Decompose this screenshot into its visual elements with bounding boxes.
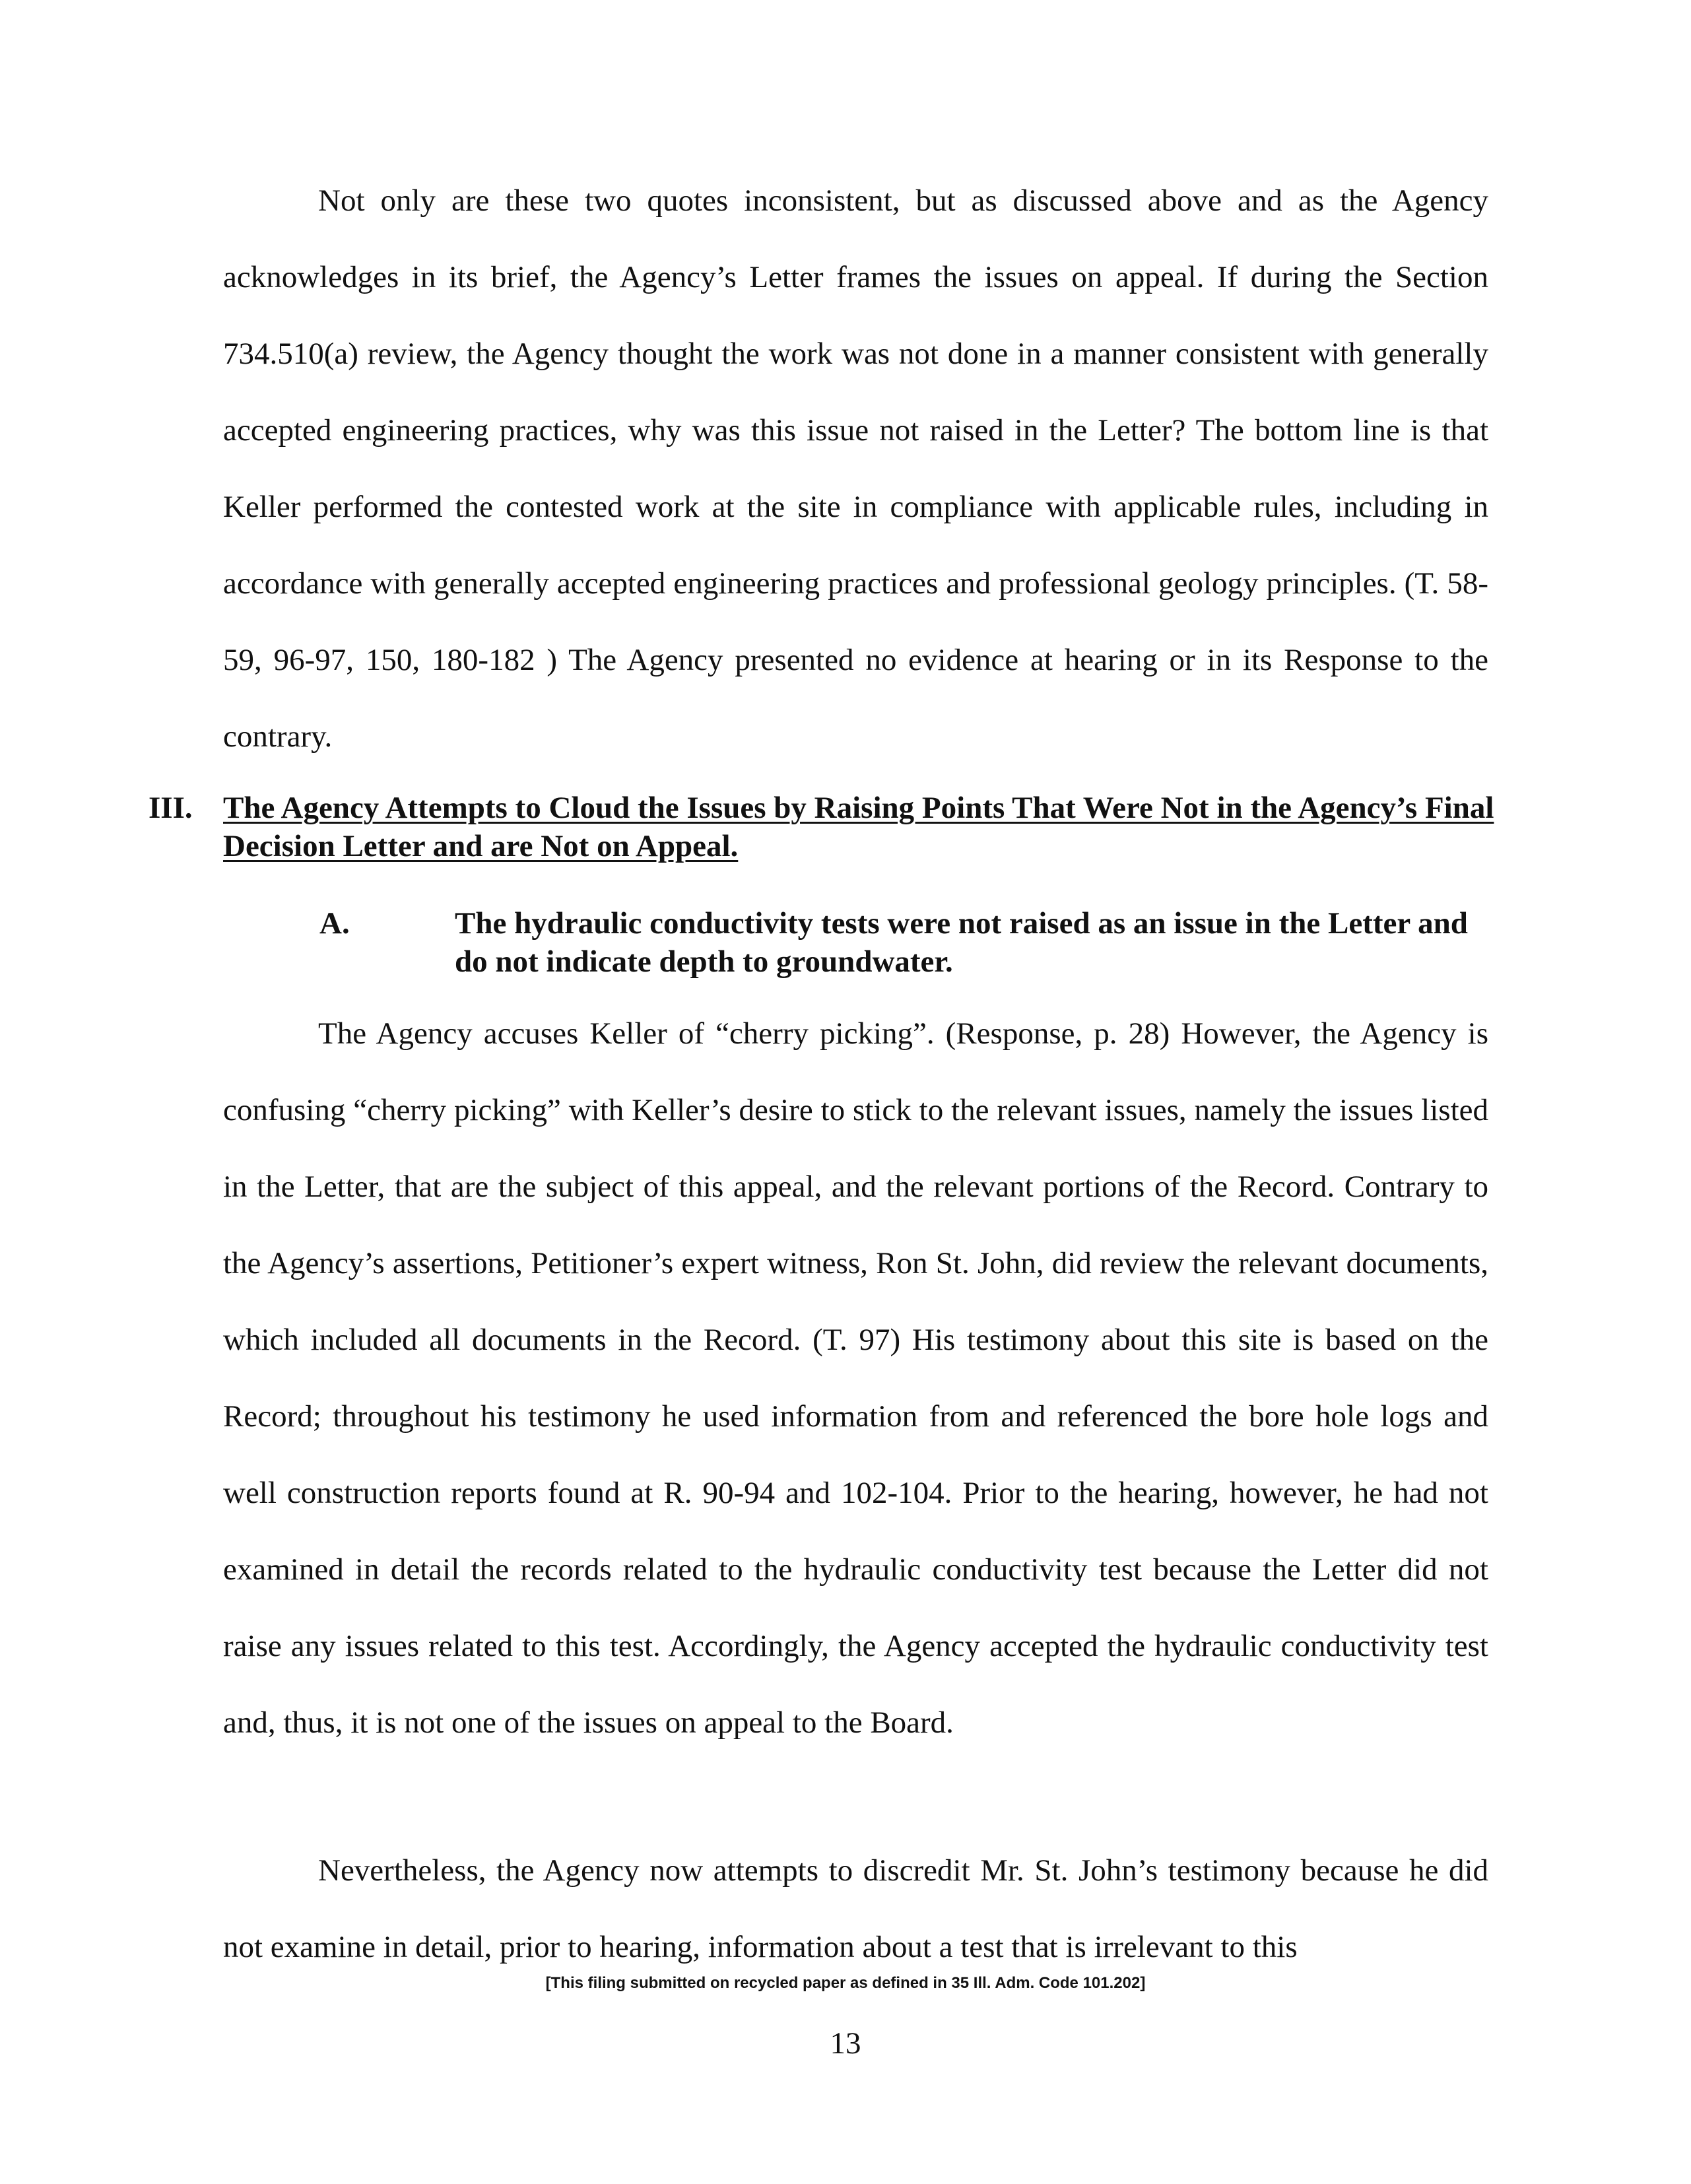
section-number: III.: [149, 791, 193, 825]
page-number: 13: [830, 2026, 861, 2061]
recycled-paper-note: [This filing submitted on recycled paper as defined in 35 Ill. Adm. Code 101.202]: [545, 1974, 1146, 1992]
subsection-title: The hydraulic conductivity tests were not raised as an issue in the Letter and do not indicate depth to groundwater.: [455, 906, 1468, 979]
subsection-number: A.: [319, 906, 350, 941]
section-title: The Agency Attempts to Cloud the Issues by Raising Points That Were Not in the Agency’s Final Decision Letter and are Not on Appeal.: [223, 791, 1494, 863]
body-paragraph: Nevertheless, the Agency now attempts to discredit Mr. St. John’s testimony because he did not examine in detail, prior to hearing, information about a test that is irrelevant to this: [223, 1853, 1488, 1964]
body-paragraph: Not only are these two quotes inconsistent, but as discussed above and as the Agency acknowledges in its brief, the Agency’s Letter frames the issues on appeal. If during the Section 734.510(a) review, the Agency thought the work was not done in a manner consistent with generally accepted engineering practices, why was this issue not raised in the Letter? The bottom line is that Keller performed the contested work at the site in compliance with applicable rules, including in accordance with generally accepted engineering practices and professional geology principles. (T. 58-59, 96-97, 150, 180-182 ) The Agency presented no evidence at hearing or in its Response to the contrary.: [223, 183, 1488, 754]
body-paragraph: The Agency accuses Keller of “cherry picking”. (Response, p. 28) However, the Agency is confusing “cherry picking” with Keller’s desire to stick to the relevant issues, namely the issues listed in the Letter, that are the subject of this appeal, and the relevant portions of the Record. Contrary to the Agency’s assertions, Petitioner’s expert witness, Ron St. John, did review the relevant documents, which included all documents in the Record. (T. 97) His testimony about this site is based on the Record; throughout his testimony he used information from and referenced the bore hole logs and well construction reports found at R. 90-94 and 102-104. Prior to the hearing, however, he had not examined in detail the records related to the hydraulic conductivity test because the Letter did not raise any issues related to this test. Accordingly, the Agency accepted the hydraulic conductivity test and, thus, it is not one of the issues on appeal to the Board.: [223, 1016, 1488, 1740]
